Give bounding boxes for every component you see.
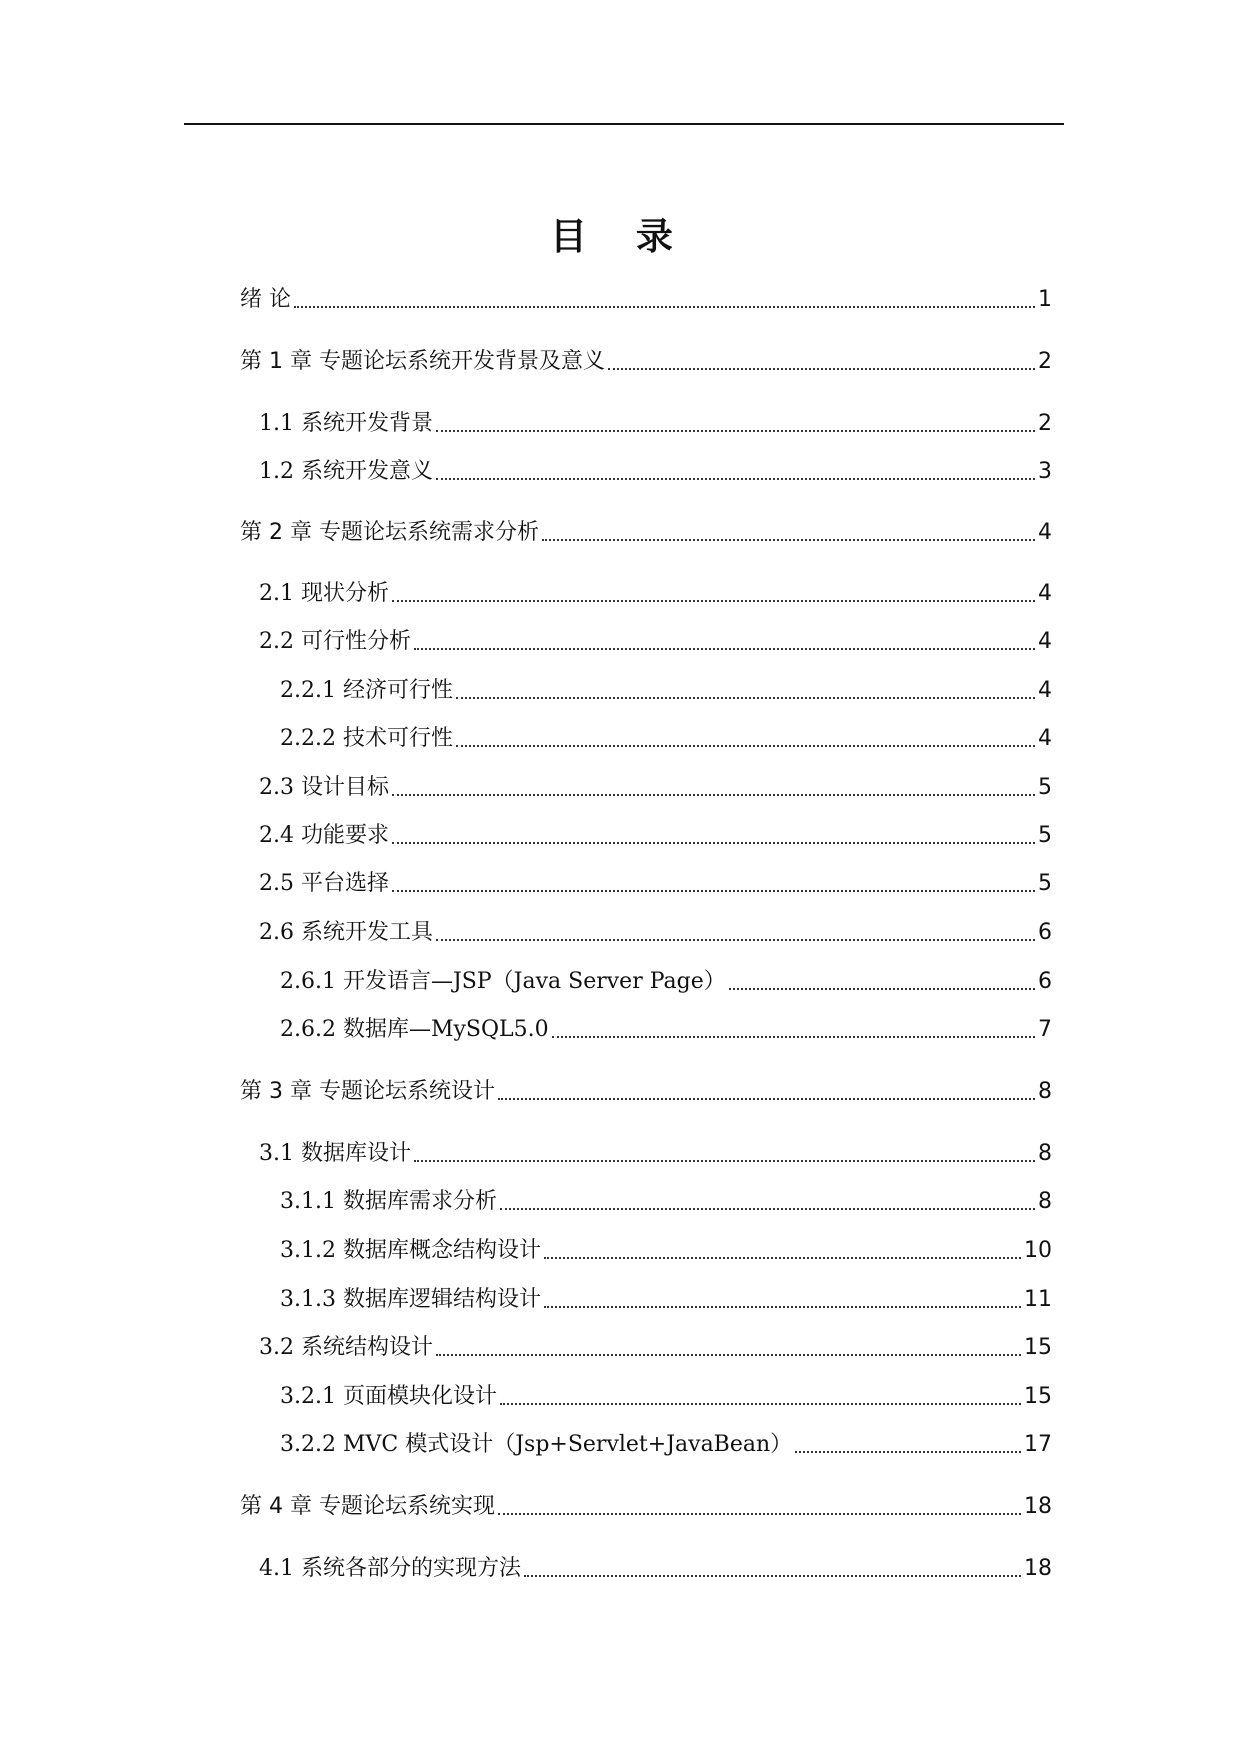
toc-leader-dots (608, 368, 1035, 370)
toc-entry-label: 2.3 设计目标 (259, 775, 389, 800)
toc-entry-label: 绪 论 (240, 287, 291, 312)
toc-entry (259, 579, 1052, 609)
toc-entry (240, 347, 1052, 377)
toc-entry-page: 5 (1038, 871, 1052, 896)
toc-entry-page: 1 (1038, 287, 1052, 312)
toc-entry (259, 821, 1052, 851)
toc-leader-dots (524, 1575, 1021, 1577)
toc-entry-page: 2 (1038, 411, 1052, 436)
toc-leader-dots (542, 539, 1035, 541)
toc-entry-label: 2.2 可行性分析 (259, 629, 411, 654)
toc-entry (280, 676, 1052, 706)
toc-entry-page: 4 (1038, 581, 1052, 606)
toc-leader-dots (500, 1208, 1035, 1210)
toc-entry-page: 11 (1024, 1287, 1052, 1312)
toc-entry-page: 8 (1038, 1141, 1052, 1166)
toc-entry-label: 2.6.1 开发语言—JSP（Java Server Page） (280, 969, 726, 994)
toc-entry-label: 3.1.1 数据库需求分析 (280, 1189, 497, 1214)
toc-leader-dots (392, 794, 1035, 796)
toc-entry (280, 724, 1052, 754)
toc-entry-page: 6 (1038, 969, 1052, 994)
toc-leader-dots (392, 842, 1035, 844)
toc-entry-page: 4 (1038, 520, 1052, 545)
toc-entry (259, 627, 1052, 657)
toc-entry (280, 1382, 1052, 1412)
toc-entry-label: 第 3 章 专题论坛系统设计 (240, 1079, 495, 1104)
toc-leader-dots (544, 1257, 1021, 1259)
toc-entry-page: 15 (1024, 1335, 1052, 1360)
toc-entry-label: 2.6.2 数据库—MySQL5.0 (280, 1017, 549, 1042)
toc-entry-page: 15 (1024, 1384, 1052, 1409)
toc-entry-label: 1.1 系统开发背景 (259, 411, 433, 436)
toc-entry-label: 第 4 章 专题论坛系统实现 (240, 1494, 495, 1519)
toc-leader-dots (414, 648, 1035, 650)
toc-entry-label: 3.1.3 数据库逻辑结构设计 (280, 1287, 541, 1312)
toc-entry (259, 1554, 1052, 1584)
toc-entry-page: 2 (1038, 349, 1052, 374)
toc-entry-label: 1.2 系统开发意义 (259, 459, 433, 484)
toc-entry-page: 10 (1024, 1238, 1052, 1263)
toc-entry (259, 1333, 1052, 1363)
toc-leader-dots (436, 1354, 1021, 1356)
page-title: 目 录 (550, 215, 691, 258)
toc-leader-dots (392, 890, 1035, 892)
toc-entry-page: 8 (1038, 1189, 1052, 1214)
toc-entry (240, 1492, 1052, 1522)
toc-leader-dots (544, 1306, 1021, 1308)
toc-entry-page: 5 (1038, 775, 1052, 800)
toc-entry-label: 3.2.1 页面模块化设计 (280, 1384, 497, 1409)
toc-entry-page: 3 (1038, 459, 1052, 484)
toc-leader-dots (436, 478, 1035, 480)
toc-entry-page: 7 (1038, 1017, 1052, 1042)
toc-entry-label: 3.1 数据库设计 (259, 1141, 411, 1166)
toc-leader-dots (795, 1451, 1021, 1453)
toc-entry-page: 18 (1024, 1494, 1052, 1519)
toc-leader-dots (552, 1036, 1035, 1038)
toc-entry (259, 457, 1052, 487)
toc-entry-label: 3.2 系统结构设计 (259, 1335, 433, 1360)
toc-entry (280, 1015, 1052, 1045)
toc-leader-dots (498, 1513, 1021, 1515)
toc-entry-page: 4 (1038, 678, 1052, 703)
toc-entry-page: 18 (1024, 1556, 1052, 1581)
toc-leader-dots (456, 697, 1035, 699)
toc-entry-label: 3.1.2 数据库概念结构设计 (280, 1238, 541, 1263)
toc-entry (240, 518, 1052, 548)
toc-entry (240, 1077, 1052, 1107)
toc-entry-page: 5 (1038, 823, 1052, 848)
toc-entry-label: 3.2.2 MVC 模式设计（Jsp+Servlet+JavaBean） (280, 1432, 793, 1457)
toc-entry (259, 1139, 1052, 1169)
toc-entry-page: 6 (1038, 920, 1052, 945)
toc-entry-label: 2.6 系统开发工具 (259, 920, 433, 945)
toc-leader-dots (392, 600, 1035, 602)
toc-leader-dots (414, 1160, 1035, 1162)
toc-leader-dots (436, 430, 1035, 432)
toc-entry (280, 967, 1052, 997)
toc-leader-dots (436, 939, 1035, 941)
toc-leader-dots (498, 1098, 1035, 1100)
toc-entry (259, 918, 1052, 948)
toc-entry (280, 1236, 1052, 1266)
toc-entry-label: 第 2 章 专题论坛系统需求分析 (240, 520, 539, 545)
toc-entry (280, 1285, 1052, 1315)
toc-leader-dots (500, 1403, 1021, 1405)
toc-entry-page: 4 (1038, 629, 1052, 654)
toc-entry-label: 2.5 平台选择 (259, 871, 389, 896)
toc-leader-dots (456, 745, 1035, 747)
toc-entry-label: 2.2.2 技术可行性 (280, 726, 453, 751)
toc-entry-page: 17 (1024, 1432, 1052, 1457)
toc-entry-label: 2.4 功能要求 (259, 823, 389, 848)
toc-entry-label: 4.1 系统各部分的实现方法 (259, 1556, 521, 1581)
toc-entry (259, 773, 1052, 803)
toc-entry-label: 第 1 章 专题论坛系统开发背景及意义 (240, 349, 605, 374)
toc-entry-page: 4 (1038, 726, 1052, 751)
toc-entry-label: 2.1 现状分析 (259, 581, 389, 606)
toc-entry (259, 869, 1052, 899)
toc-entry (259, 409, 1052, 439)
toc-entry (280, 1430, 1052, 1460)
toc-entry-label: 2.2.1 经济可行性 (280, 678, 453, 703)
toc-leader-dots (294, 306, 1035, 308)
toc-leader-dots (729, 988, 1035, 990)
toc-entry (280, 1187, 1052, 1217)
toc-entry-page: 8 (1038, 1079, 1052, 1104)
toc-entry (240, 285, 1052, 315)
